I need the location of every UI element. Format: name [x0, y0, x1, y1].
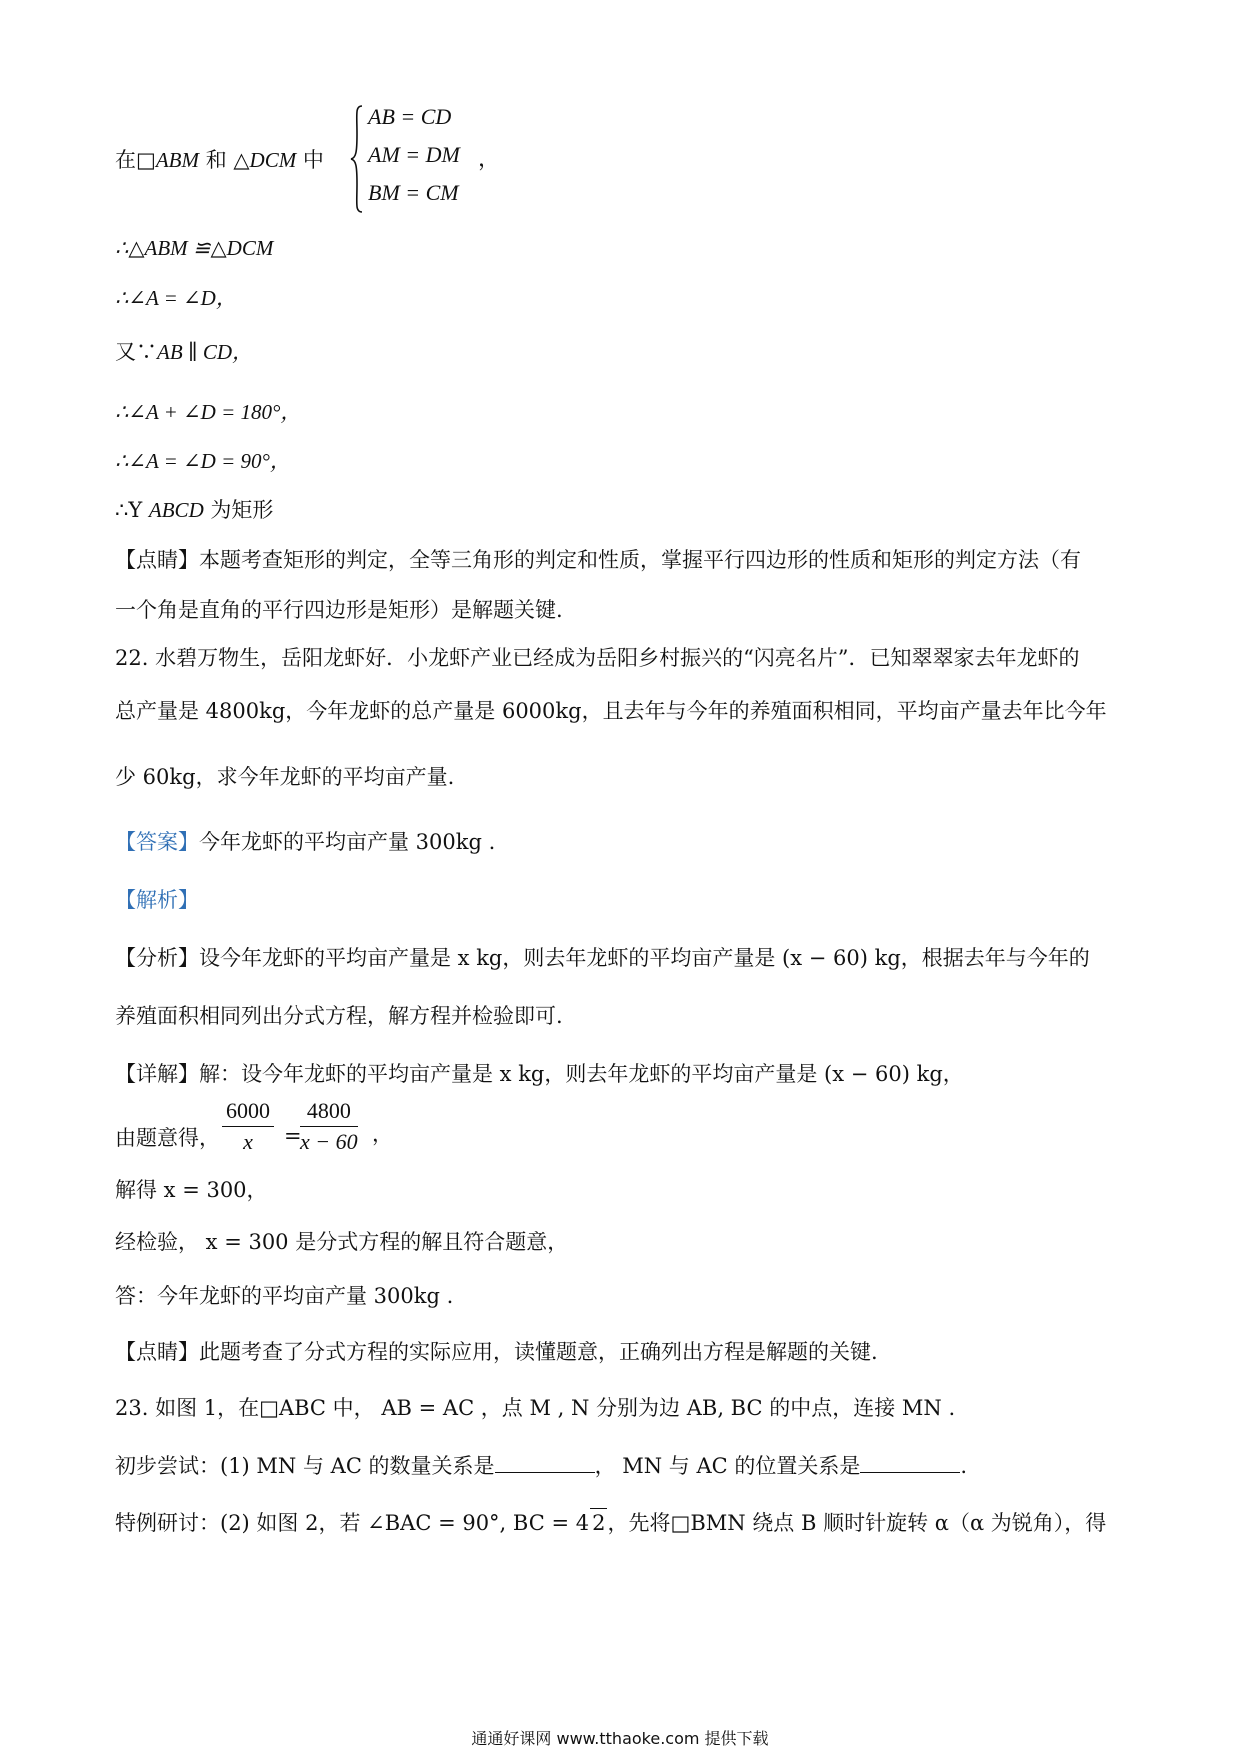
jiexi-tag: 【解析】	[115, 888, 199, 912]
equation-equals: =	[284, 1124, 302, 1148]
question-22-line-3: 少 60kg，求今年龙虾的平均亩产量.	[115, 765, 455, 789]
dianjing-22: 【点睛】此题考查了分式方程的实际应用，读懂题意，正确列出方程是解题的关键.	[115, 1340, 878, 1364]
xiangjie-line-1: 【详解】解：设今年龙虾的平均亩产量是 x kg，则去年龙虾的平均亩产量是 (x − 60) kg，	[115, 1062, 964, 1086]
question-23-line-2: 初步尝试：(1) MN 与 AC 的数量关系是 ， MN 与 AC 的位置关系是 .	[115, 1454, 968, 1478]
dianjing-21-line-1: 【点睛】本题考查矩形的判定，全等三角形的判定和性质，掌握平行四边形的性质和矩形的判定方法（有	[115, 548, 1081, 572]
fenxi-line-2: 养殖面积相同列出分式方程，解方程并检验即可.	[115, 1004, 563, 1028]
fraction-4800-over-x-minus-60: $\frac{4800}{x - 60}$	[300, 1098, 358, 1154]
step-supplementary: ∴∠A + ∠D = 180°，	[115, 400, 302, 424]
brace-icon	[350, 104, 364, 214]
equation-lead: 由题意得，	[115, 1126, 220, 1150]
question-23-line-1: 23. 如图 1，在□ABC 中， AB = AC ，点 M , N 分别为边 AB, BC 的中点，连接 MN .	[115, 1396, 956, 1420]
xiangjie-answer: 答：今年龙虾的平均亩产量 300kg .	[115, 1284, 454, 1308]
xiangjie-solve: 解得 x = 300，	[115, 1178, 268, 1202]
equation-tail: ，	[372, 1122, 393, 1146]
system-row-2: AM = DM	[368, 142, 460, 167]
equation-system	[350, 104, 500, 214]
answer-22: 【答案】今年龙虾的平均亩产量 300kg .	[115, 830, 496, 854]
sqrt-two: 2	[590, 1508, 607, 1537]
dianjing-21-line-2: 一个角是直角的平行四边形是矩形）是解题关键.	[115, 598, 563, 622]
step-conclusion: ∴Y ABCD 为矩形	[115, 498, 274, 522]
system-row-3: BM = CM	[368, 180, 459, 205]
xiangjie-check: 经检验， x = 300 是分式方程的解且符合题意，	[115, 1230, 569, 1254]
step-right-angles: ∴∠A = ∠D = 90°，	[115, 449, 291, 473]
question-23-line-3: 特例研讨：(2) 如图 2，若 ∠BAC = 90°, BC = 4 2，先将□BMN 绕点 B 顺时针旋转 α（α 为锐角），得	[115, 1508, 1106, 1537]
system-comma: ，	[478, 146, 501, 171]
answer-blank-2[interactable]	[860, 1454, 960, 1473]
fenxi-line-1: 【分析】设今年龙虾的平均亩产量是 x kg，则去年龙虾的平均亩产量是 (x − 60) kg，根据去年与今年的	[115, 946, 1090, 970]
step-congruent: ∴△ABM ≌△DCM	[115, 236, 274, 260]
step-parallel: 又∵AB ∥ CD，	[115, 340, 254, 364]
fraction-6000-over-x: $\frac{6000}{x}$	[222, 1098, 274, 1155]
system-row-1: AB = CD	[368, 104, 452, 129]
question-22-line-2: 总产量是 4800kg，今年龙虾的总产量是 6000kg，且去年与今年的养殖面积相同，平均亩产量去年比今年	[115, 699, 1107, 723]
answer-blank-1[interactable]	[495, 1454, 595, 1473]
question-22-line-1: 22. 水碧万物生，岳阳龙虾好．小龙虾产业已经成为岳阳乡村振兴的“闪亮名片”．已知翠翠家去年龙虾的	[115, 646, 1080, 670]
answer-tag: 【答案】	[115, 830, 199, 854]
footer-watermark: 通通好课网 www.tthaoke.com 提供下载	[471, 1729, 769, 1748]
step-angles-equal: ∴∠A = ∠D，	[115, 286, 237, 310]
system-lead: 在□ABM 和 △DCM 中	[115, 148, 324, 172]
